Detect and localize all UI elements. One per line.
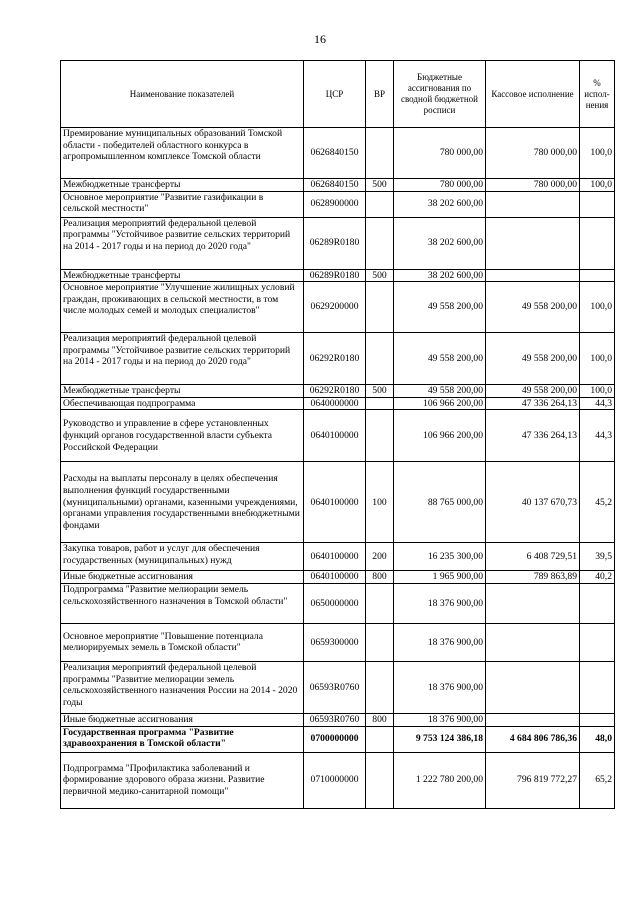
row-vr: [366, 217, 394, 269]
row-vr: 800: [366, 713, 394, 726]
table-row: [61, 191, 615, 217]
row-pct: [580, 623, 615, 661]
row-name: Государственная программа "Развитие здравоохранения в Томской области": [61, 726, 304, 752]
row-pct: [580, 217, 615, 269]
header-name: Наименование показателей: [61, 61, 304, 128]
row-budget: 18 376 900,00: [394, 661, 486, 713]
row-budget: 49 558 200,00: [394, 333, 486, 385]
row-cash: 796 819 772,27: [486, 752, 580, 808]
row-name: Основное мероприятие "Развитие газификации в сельской местности": [61, 191, 304, 217]
row-csr: 0700000000: [304, 726, 366, 752]
row-budget: 49 558 200,00: [394, 282, 486, 333]
row-cash: [486, 217, 580, 269]
row-vr: [366, 661, 394, 713]
row-csr: 0710000000: [304, 752, 366, 808]
row-vr: [366, 583, 394, 623]
row-cash: 47 336 264,13: [486, 397, 580, 410]
row-cash: 780 000,00: [486, 179, 580, 192]
row-pct: 100,0: [580, 179, 615, 192]
table-row: [61, 128, 615, 179]
row-csr: 06289R0180: [304, 217, 366, 269]
table-row: [61, 385, 615, 398]
row-cash: [486, 583, 580, 623]
row-budget: 18 376 900,00: [394, 583, 486, 623]
row-cash: 789 863,89: [486, 571, 580, 584]
row-budget: 16 235 300,00: [394, 543, 486, 571]
row-vr: 200: [366, 543, 394, 571]
row-name: Иные бюджетные ассигнования: [61, 713, 304, 726]
row-name: Реализация мероприятий федеральной целевой программы "Устойчивое развитие сельских территорий на 2014 - 2017 годы и на период до 2020 года": [61, 217, 304, 269]
row-name: Подпрограмма "Профилактика заболеваний и формирование здорового образа жизни. Развитие первичной медико-санитарной помощи": [61, 752, 304, 808]
row-csr: 0640100000: [304, 410, 366, 462]
table-row: [61, 462, 615, 543]
row-name: Руководство и управление в сфере установленных функций органов государственной власти субъекта Российской Федерации: [61, 410, 304, 462]
row-name: Премирование муниципальных образований Томской области - победителей областного конкурса в агропромышленном комплексе Томской области: [61, 128, 304, 179]
page-number: 16: [314, 32, 326, 46]
header-cash: Кассовое исполнение: [486, 61, 580, 128]
row-cash: 6 408 729,51: [486, 543, 580, 571]
row-pct: 45,2: [580, 462, 615, 543]
table-row: [61, 713, 615, 726]
row-csr: 06593R0760: [304, 713, 366, 726]
row-csr: 0629200000: [304, 282, 366, 333]
row-cash: 49 558 200,00: [486, 282, 580, 333]
row-pct: 100,0: [580, 385, 615, 398]
row-vr: [366, 410, 394, 462]
row-budget: 1 965 900,00: [394, 571, 486, 584]
row-budget: 38 202 600,00: [394, 191, 486, 217]
row-name: Обеспечивающая подпрограмма: [61, 397, 304, 410]
row-pct: [580, 191, 615, 217]
row-cash: [486, 269, 580, 282]
row-vr: [366, 282, 394, 333]
table-row: [61, 752, 615, 808]
header-pct: % испол-нения: [580, 61, 615, 128]
table-row: [61, 543, 615, 571]
row-pct: [580, 269, 615, 282]
header-csr: ЦСР: [304, 61, 366, 128]
row-cash: 40 137 670,73: [486, 462, 580, 543]
row-vr: [366, 726, 394, 752]
row-pct: [580, 713, 615, 726]
row-csr: 0659300000: [304, 623, 366, 661]
row-budget: 38 202 600,00: [394, 217, 486, 269]
row-csr: 0626840150: [304, 179, 366, 192]
row-cash: [486, 661, 580, 713]
table-row: [61, 571, 615, 584]
row-budget: 106 966 200,00: [394, 397, 486, 410]
row-vr: [366, 623, 394, 661]
row-name: Расходы на выплаты персоналу в целях обеспечения выполнения функций государственными (муниципальными) органами, казенными учреждениями, органами управления государственными внебюджетными фондами: [61, 462, 304, 543]
row-vr: 500: [366, 269, 394, 282]
row-name: Закупка товаров, работ и услуг для обеспечения государственных (муниципальных) нужд: [61, 543, 304, 571]
row-budget: 38 202 600,00: [394, 269, 486, 282]
row-vr: 500: [366, 179, 394, 192]
header-budget: Бюджетные ассигнования по сводной бюджетной росписи: [394, 61, 486, 128]
row-budget: 18 376 900,00: [394, 713, 486, 726]
row-name: Межбюджетные трансферты: [61, 269, 304, 282]
row-pct: 100,0: [580, 128, 615, 179]
row-name: Основное мероприятие "Улучшение жилищных условий граждан, проживающих в сельской местности, в том числе молодых семей и молодых специалистов": [61, 282, 304, 333]
table-row: [61, 217, 615, 269]
row-pct: [580, 583, 615, 623]
row-csr: 0626840150: [304, 128, 366, 179]
row-pct: 48,0: [580, 726, 615, 752]
row-pct: 100,0: [580, 282, 615, 333]
table-row: [61, 661, 615, 713]
row-pct: 100,0: [580, 333, 615, 385]
row-cash: [486, 191, 580, 217]
row-vr: [366, 752, 394, 808]
table-row: [61, 397, 615, 410]
row-name: Подпрограмма "Развитие мелиорации земель сельскохозяйственного назначения в Томской области": [61, 583, 304, 623]
row-csr: 0640000000: [304, 397, 366, 410]
budget-execution-table: [60, 60, 615, 809]
row-csr: 06593R0760: [304, 661, 366, 713]
row-vr: 100: [366, 462, 394, 543]
row-vr: [366, 191, 394, 217]
row-budget: 780 000,00: [394, 179, 486, 192]
row-name: Межбюджетные трансферты: [61, 179, 304, 192]
row-vr: [366, 397, 394, 410]
row-pct: 65,2: [580, 752, 615, 808]
table-row: [61, 333, 615, 385]
row-vr: [366, 333, 394, 385]
row-pct: 40,2: [580, 571, 615, 584]
row-name: Межбюджетные трансферты: [61, 385, 304, 398]
row-budget: 88 765 000,00: [394, 462, 486, 543]
table-row: [61, 623, 615, 661]
row-name: Иные бюджетные ассигнования: [61, 571, 304, 584]
row-csr: 0640100000: [304, 462, 366, 543]
row-vr: 500: [366, 385, 394, 398]
row-pct: 44,3: [580, 397, 615, 410]
row-budget: 18 376 900,00: [394, 623, 486, 661]
row-csr: 06289R0180: [304, 269, 366, 282]
row-pct: 39,5: [580, 543, 615, 571]
row-vr: 800: [366, 571, 394, 584]
table-row: [61, 179, 615, 192]
row-budget: 780 000,00: [394, 128, 486, 179]
row-cash: 49 558 200,00: [486, 333, 580, 385]
row-csr: 0640100000: [304, 571, 366, 584]
row-cash: [486, 713, 580, 726]
row-budget: 106 966 200,00: [394, 410, 486, 462]
header-row: [61, 61, 615, 128]
row-pct: [580, 661, 615, 713]
row-name: Основное мероприятие "Повышение потенциала мелиорируемых земель в Томской области": [61, 623, 304, 661]
row-pct: 44,3: [580, 410, 615, 462]
row-csr: 0650000000: [304, 583, 366, 623]
row-budget: 9 753 124 386,18: [394, 726, 486, 752]
row-vr: [366, 128, 394, 179]
table-row: [61, 410, 615, 462]
table-row: [61, 583, 615, 623]
row-cash: 47 336 264,13: [486, 410, 580, 462]
row-name: Реализация мероприятий федеральной целевой программы "Развитие мелиорации земель сельскохозяйственного назначения России на 2014 - 2020 годы: [61, 661, 304, 713]
row-cash: 780 000,00: [486, 128, 580, 179]
row-cash: 4 684 806 786,36: [486, 726, 580, 752]
row-cash: [486, 623, 580, 661]
row-csr: 0628900000: [304, 191, 366, 217]
row-cash: 49 558 200,00: [486, 385, 580, 398]
row-budget: 1 222 780 200,00: [394, 752, 486, 808]
row-name: Реализация мероприятий федеральной целевой программы "Устойчивое развитие сельских территорий на 2014 - 2017 годы и на период до 2020 года": [61, 333, 304, 385]
header-vr: ВР: [366, 61, 394, 128]
table-row: [61, 282, 615, 333]
table-row: [61, 726, 615, 752]
row-budget: 49 558 200,00: [394, 385, 486, 398]
row-csr: 06292R0180: [304, 385, 366, 398]
row-csr: 0640100000: [304, 543, 366, 571]
row-csr: 06292R0180: [304, 333, 366, 385]
table-row: [61, 269, 615, 282]
